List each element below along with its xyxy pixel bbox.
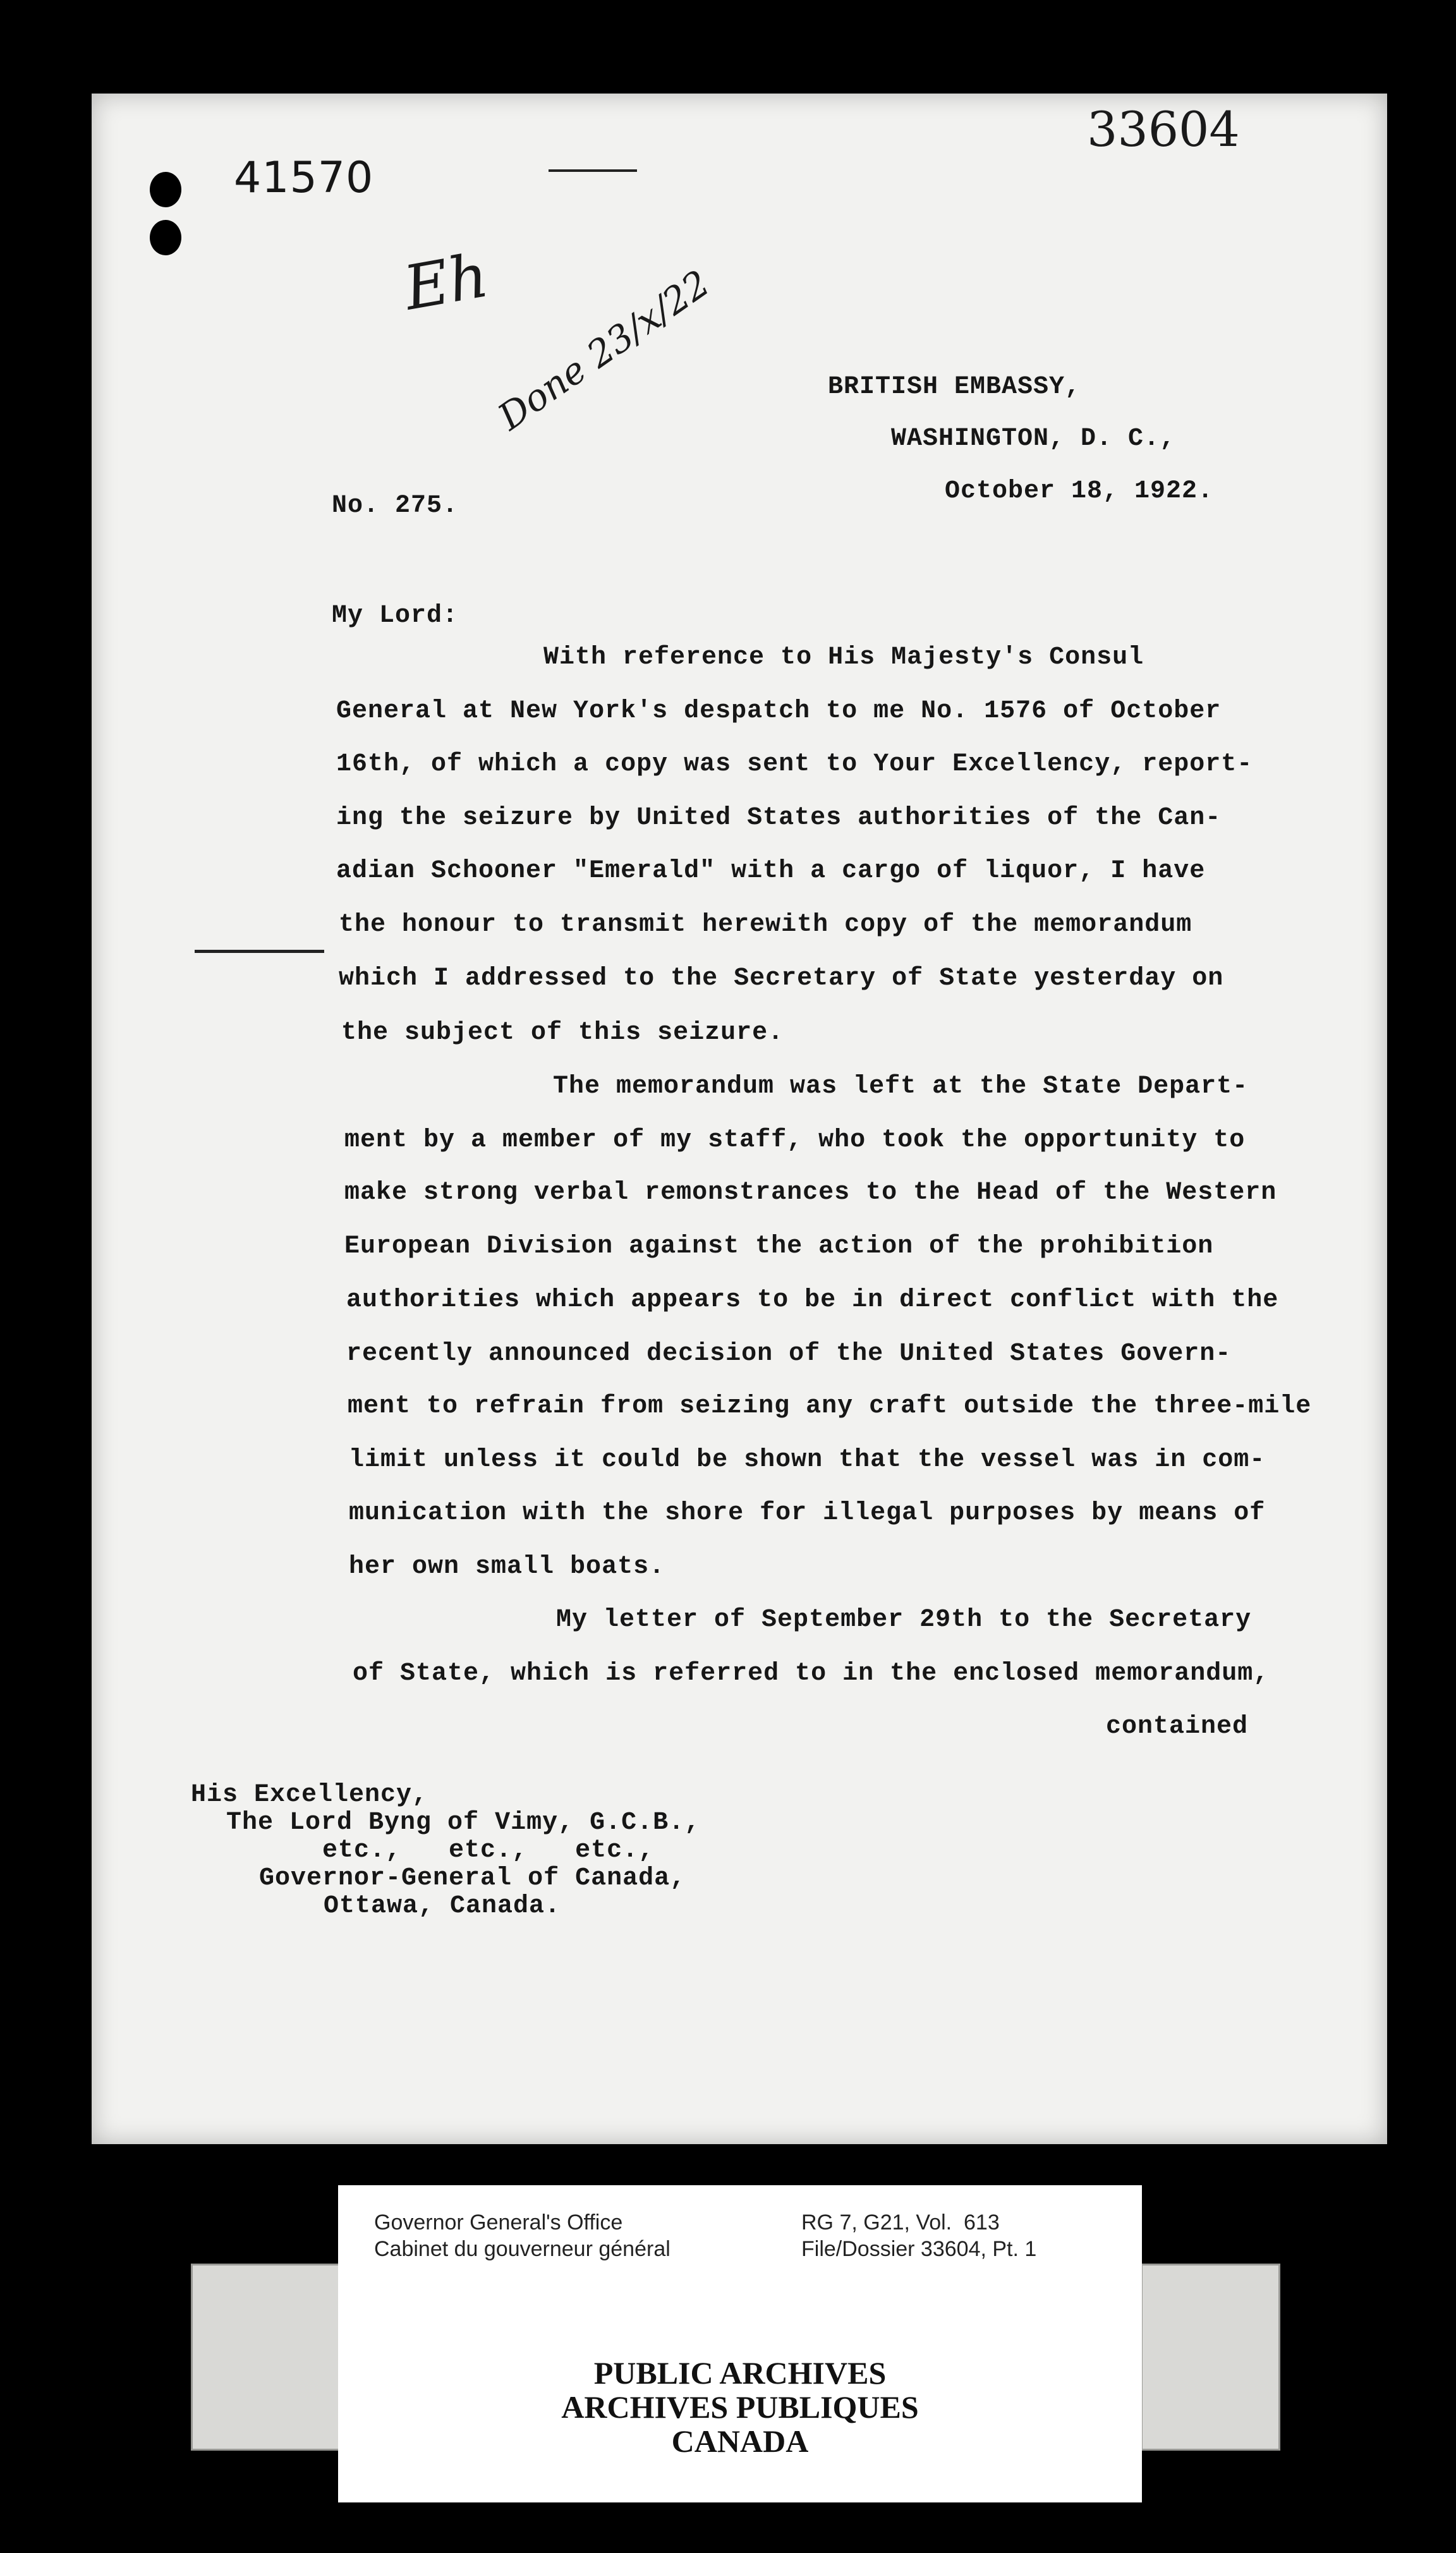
- body-line: ment to refrain from seizing any craft outside the three-mile: [348, 1392, 1312, 1421]
- embassy-city: WASHINGTON, D. C.,: [891, 425, 1176, 453]
- archive-file: File/Dossier 33604, Pt. 1: [801, 2237, 1037, 2261]
- body-line: The memorandum was left at the State Depart-: [553, 1072, 1249, 1101]
- body-line: recently announced decision of the United States Govern-: [346, 1340, 1232, 1368]
- embassy-name: BRITISH EMBASSY,: [828, 373, 1081, 401]
- archive-label: [338, 2185, 1142, 2502]
- body-line: authorities which appears to be in direct conflict with the: [346, 1286, 1279, 1314]
- archive-tab-left: [191, 2264, 343, 2451]
- body-line: her own small boats.: [349, 1553, 665, 1581]
- body-line: ment by a member of my staff, who took the opportunity to: [344, 1126, 1246, 1155]
- top-dash-mark: [549, 169, 637, 172]
- addressee-line: The Lord Byng of Vimy, G.C.B.,: [226, 1809, 701, 1837]
- archive-tab-right: [1141, 2264, 1280, 2451]
- addressee-line: Ottawa, Canada.: [324, 1892, 561, 1920]
- body-line: adian Schooner "Emerald" with a cargo of liquor, I have: [336, 857, 1206, 885]
- office-english: Governor General's Office: [374, 2210, 623, 2235]
- body-line: With reference to His Majesty's Consul: [543, 643, 1144, 672]
- body-line: 16th, of which a copy was sent to Your Excellency, report-: [336, 750, 1253, 779]
- body-line: of State, which is referred to in the enclosed memorandum,: [353, 1659, 1270, 1688]
- body-line: General at New York's despatch to me No. 1576 of October: [336, 697, 1222, 725]
- body-line: My letter of September 29th to the Secretary: [556, 1606, 1252, 1634]
- despatch-number: No. 275.: [332, 492, 459, 520]
- punch-hole-top: [150, 172, 181, 207]
- salutation: My Lord:: [332, 602, 459, 630]
- initials-note: Eh: [399, 240, 494, 324]
- letter-date: October 18, 1922.: [945, 477, 1214, 506]
- addressee-line: His Excellency,: [191, 1781, 428, 1809]
- body-line: limit unless it could be shown that the vessel was in com-: [349, 1446, 1266, 1474]
- margin-rule: [195, 950, 324, 953]
- office-french: Cabinet du gouverneur général: [374, 2237, 670, 2261]
- body-line: contained: [1106, 1713, 1249, 1741]
- body-line: the honour to transmit herewith copy of the memorandum: [339, 911, 1192, 939]
- archive-reference: RG 7, G21, Vol. 613: [801, 2210, 1000, 2235]
- body-line: the subject of this seizure.: [341, 1019, 784, 1047]
- done-note: Done 23/x/22: [490, 262, 718, 439]
- punch-hole-bottom: [150, 220, 181, 255]
- archive-name-fr: ARCHIVES PUBLIQUES: [561, 2389, 919, 2425]
- body-line: which I addressed to the Secretary of State yesterday on: [339, 964, 1224, 993]
- file-number-left: 41570: [234, 153, 374, 203]
- addressee-line: etc., etc., etc.,: [322, 1836, 655, 1865]
- file-number-right: 33604: [1087, 101, 1240, 157]
- archive-country: CANADA: [671, 2423, 809, 2459]
- body-line: make strong verbal remonstrances to the Head of the Western: [344, 1179, 1277, 1207]
- body-line: munication with the shore for illegal purposes by means of: [349, 1499, 1266, 1527]
- archive-name-en: PUBLIC ARCHIVES: [593, 2355, 887, 2391]
- addressee-line: Governor-General of Canada,: [259, 1864, 686, 1893]
- body-line: ing the seizure by United States authorities of the Can-: [336, 804, 1222, 832]
- body-line: European Division against the action of the prohibition: [344, 1232, 1214, 1261]
